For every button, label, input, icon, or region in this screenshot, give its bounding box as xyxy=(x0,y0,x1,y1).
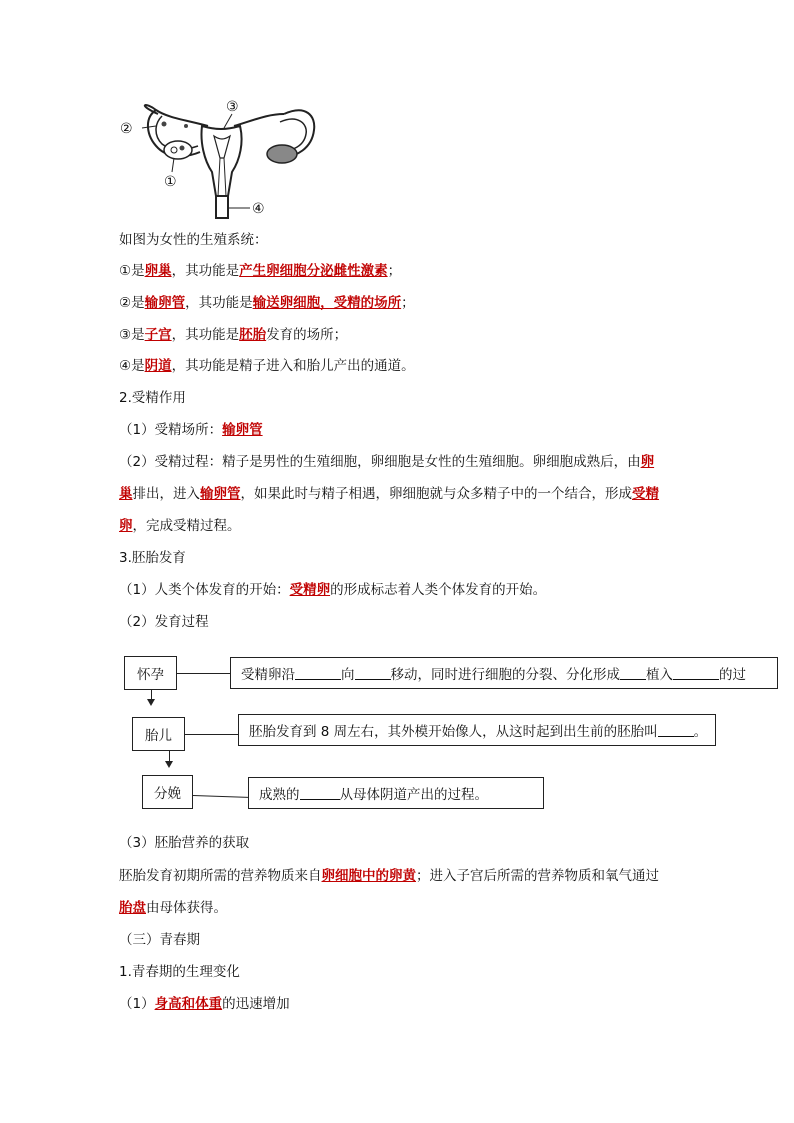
nutrition-title: （3）胚胎营养的获取 xyxy=(119,835,250,851)
answer-uterus: 子宫 xyxy=(144,327,172,343)
fertilization-process-1: （2）受精过程：精子是男性的生殖细胞，卵细胞是女性的生殖细胞。卵细胞成熟后，由卵 xyxy=(119,454,655,470)
fertilization-process-3: 卵，完成受精过程。 xyxy=(119,518,241,534)
answer-oviduct-func: 输送卵细胞，受精的场所 xyxy=(252,295,402,311)
connector-2 xyxy=(185,734,238,735)
organ-line-3: ③是子宫，其功能是胚胎发育的场所； xyxy=(119,327,348,343)
development-start: （1）人类个体发育的开始：受精卵的形成标志着人类个体发育的开始。 xyxy=(119,582,547,598)
connector-1 xyxy=(177,673,230,674)
answer-ovary-func: 产生卵细胞分泌雌性激素 xyxy=(239,263,388,279)
organ-line-4: ④是阴道，其功能是精子进入和胎儿产出的通道。 xyxy=(119,358,415,374)
answer-ovary: 卵巢 xyxy=(144,263,172,279)
fertilization-site: （1）受精场所：输卵管 xyxy=(119,422,263,438)
answer-uterus-func: 胚胎 xyxy=(239,327,267,343)
connector-3 xyxy=(193,795,248,798)
desc-fetus-box: 胚胎发育到 8 周左右，其外模开始像人，从这时起到出生前的胚胎叫 。 xyxy=(238,714,716,746)
desc-delivery-box: 成熟的 从母体阴道产出的过程。 xyxy=(248,777,544,809)
answer-placenta: 胎盘 xyxy=(119,900,146,916)
stage-pregnancy-box: 怀孕 xyxy=(124,656,177,690)
youth-item-1: （1）身高和体重的迅速增加 xyxy=(119,996,290,1012)
arrow-2-head xyxy=(165,761,173,768)
nutrition-line-2: 胎盘由母体获得。 xyxy=(119,900,227,916)
marker-2: ② xyxy=(120,121,133,137)
answer-zygote: 受精卵 xyxy=(289,582,331,598)
answer-fertilization-site: 输卵管 xyxy=(222,422,263,438)
stage-delivery-box: 分娩 xyxy=(142,775,193,809)
answer-yolk: 卵细胞中的卵黄 xyxy=(321,868,416,884)
nutrition-line-1: 胚胎发育初期所需的营养物质来自卵细胞中的卵黄；进入子宫后所需的营养物质和氧气通过 xyxy=(119,868,659,884)
section-2-title: 2.受精作用 xyxy=(119,390,186,406)
organ-line-2: ②是输卵管，其功能是输送卵细胞，受精的场所； xyxy=(119,295,415,311)
arrow-1-head xyxy=(147,699,155,706)
desc-pregnancy-box: 受精卵沿 向 移动，同时进行细胞的分裂、分化形成 植入 的过 xyxy=(230,657,778,689)
marker-1: ① xyxy=(164,174,177,190)
answer-oviduct: 输卵管 xyxy=(144,295,186,311)
marker-3: ③ xyxy=(226,99,239,115)
answer-vagina: 阴道 xyxy=(144,358,172,374)
fertilization-process-2: 巢排出，进入输卵管，如果此时与精子相遇，卵细胞就与众多精子中的一个结合，形成受精 xyxy=(119,486,659,502)
reproductive-system-diagram xyxy=(116,96,326,220)
intro-text: 如图为女性的生殖系统： xyxy=(119,232,268,248)
organ-line-1: ①是卵巢，其功能是产生卵细胞分泌雌性激素； xyxy=(119,263,402,279)
stage-fetus-box: 胎儿 xyxy=(132,717,185,751)
marker-4: ④ xyxy=(252,201,265,217)
development-process-title: （2）发育过程 xyxy=(119,614,209,630)
section-3-title: 3.胚胎发育 xyxy=(119,550,186,566)
youth-section-title: （三）青春期 xyxy=(119,932,200,948)
youth-subtitle: 1.青春期的生理变化 xyxy=(119,964,240,980)
answer-height-weight: 身高和体重 xyxy=(154,996,223,1012)
